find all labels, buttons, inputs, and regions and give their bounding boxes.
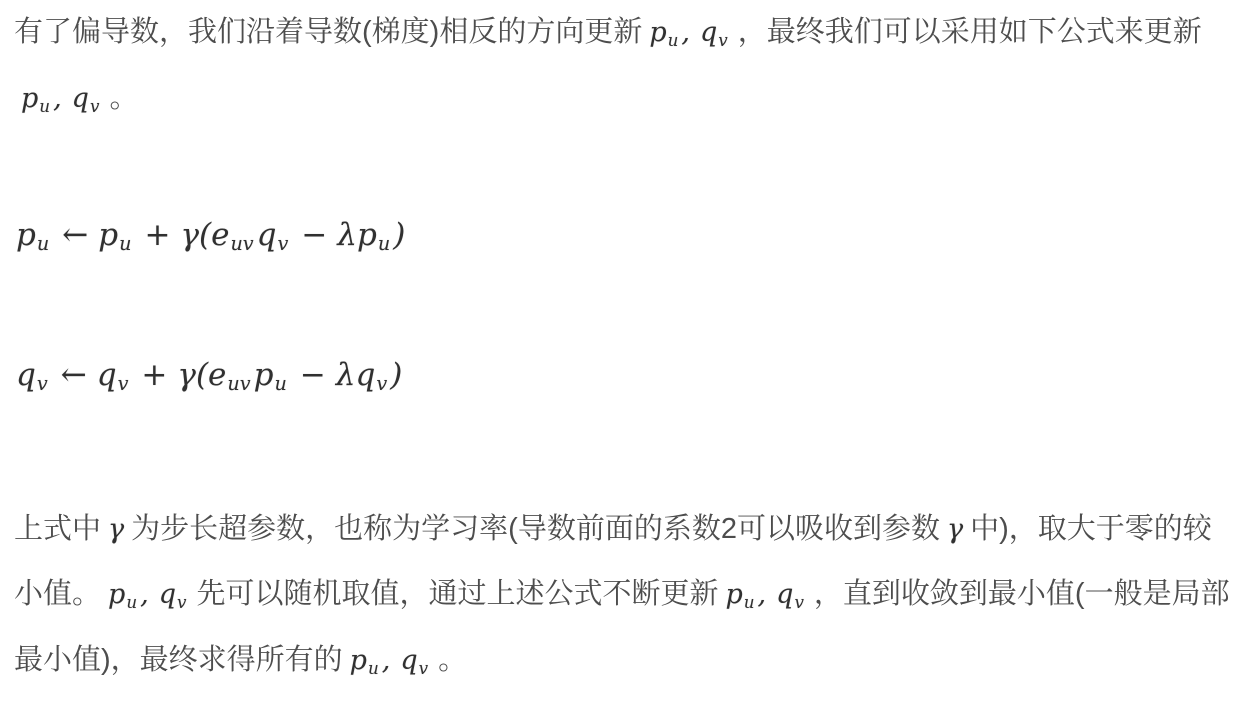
body-text: 中)，取大于零的较 — [970, 513, 1212, 545]
para2-line2 — [14, 575, 1230, 614]
math-symbol: , — [53, 83, 62, 114]
math-symbol: ) — [390, 357, 403, 393]
math-symbol: $p_u$ — [21, 83, 51, 116]
body-text: ，直到收敛到最小值(一般是局部 — [813, 578, 1230, 610]
math-subscript: u — [119, 232, 132, 256]
para1-line1 — [14, 13, 1202, 52]
formula-pu-update — [16, 217, 406, 256]
math-subscript: u — [367, 657, 379, 678]
math-symbol: ) — [393, 217, 406, 253]
math-symbol: $q_v$ — [355, 357, 388, 396]
math-subscript: v — [36, 372, 48, 396]
math-operator: − — [299, 357, 326, 393]
body-text: 最小值)，最终求得所有的 — [14, 644, 343, 676]
math-subscript: u — [377, 232, 391, 256]
math-symbol: ( — [195, 357, 209, 393]
math-symbol: $p_u$ — [108, 579, 138, 612]
math-symbol: $q_v$ — [96, 357, 129, 396]
math-symbol: $p_u$ — [357, 217, 391, 256]
math-subscript: v — [794, 591, 804, 612]
math-subscript: v — [376, 372, 388, 396]
body-text: 。 — [109, 82, 139, 114]
math-operator: ← — [60, 357, 87, 393]
math-symbol: $p_u$ — [649, 17, 679, 50]
math-symbol: γ — [946, 514, 964, 545]
math-symbol: $q_v$ — [256, 217, 289, 256]
math-subscript: v — [418, 657, 429, 678]
math-symbol: , — [140, 579, 149, 610]
math-symbol: $q_v$ — [776, 579, 804, 612]
math-symbol: $p_u$ — [98, 217, 132, 256]
math-subscript: uv — [230, 232, 254, 256]
math-subscript: u — [274, 372, 287, 396]
math-symbol: $q_v$ — [700, 17, 728, 50]
body-text: 。 — [438, 644, 468, 676]
math-symbol: , — [757, 579, 767, 610]
math-operator: + — [141, 357, 168, 393]
math-symbol: $p_u$ — [349, 645, 379, 678]
math-symbol: $p_u$ — [253, 357, 287, 396]
math-symbol: γ — [108, 514, 125, 545]
math-symbol: λ — [335, 357, 356, 393]
inline-math — [16, 217, 406, 256]
body-text: 上式中 — [14, 513, 102, 545]
body-text: ，最终我们可以采用如下公式来更新 — [737, 16, 1202, 48]
math-symbol: $q_v$ — [71, 83, 100, 116]
math-subscript: u — [667, 29, 679, 50]
math-subscript: v — [117, 372, 129, 396]
inline-math — [108, 514, 124, 545]
math-symbol: γ — [180, 217, 199, 253]
body-text: 有了偏导数，我们沿着导数(梯度)相反的方向更新 — [14, 16, 643, 48]
math-operator: ← — [62, 217, 89, 253]
inline-math — [21, 83, 102, 114]
para2-line3 — [14, 641, 467, 680]
math-symbol: $e_{uv}$ — [211, 217, 254, 256]
para2-line1 — [14, 510, 1212, 549]
math-symbol: $q_v$ — [16, 357, 48, 396]
inline-math — [947, 514, 963, 545]
body-text: 小值。 — [14, 578, 102, 610]
para1-line2 — [14, 79, 138, 118]
body-text: 先可以随机取值，通过上述公式不断更新 — [196, 578, 719, 610]
math-subscript: v — [89, 95, 100, 116]
math-subscript: v — [277, 232, 289, 256]
math-subscript: v — [718, 29, 728, 50]
math-subscript: uv — [227, 372, 251, 396]
math-operator: + — [144, 217, 171, 253]
math-subscript: u — [126, 591, 138, 612]
math-subscript: u — [743, 591, 755, 612]
body-text: 为步长超参数，也称为学习率(导数前面的系数2可以吸收到参数 — [131, 513, 940, 545]
math-symbol: , — [681, 17, 690, 48]
math-symbol: γ — [177, 357, 196, 393]
inline-math — [16, 357, 403, 396]
math-symbol: λ — [337, 217, 358, 253]
inline-math — [649, 17, 730, 48]
math-symbol: , — [381, 645, 391, 676]
math-symbol: $p_u$ — [16, 217, 50, 256]
math-operator: − — [301, 217, 328, 253]
math-symbol: ( — [198, 217, 212, 253]
formula-qv-update — [16, 357, 403, 396]
math-symbol: $e_{uv}$ — [208, 357, 251, 396]
math-subscript: u — [36, 232, 50, 256]
inline-math — [108, 579, 189, 610]
inline-math — [725, 579, 806, 610]
math-symbol: $q_v$ — [158, 579, 187, 612]
math-subscript: v — [176, 591, 187, 612]
math-subscript: u — [39, 95, 51, 116]
math-symbol: $p_u$ — [725, 579, 755, 612]
inline-math — [350, 645, 431, 676]
math-symbol: $q_v$ — [400, 645, 429, 678]
